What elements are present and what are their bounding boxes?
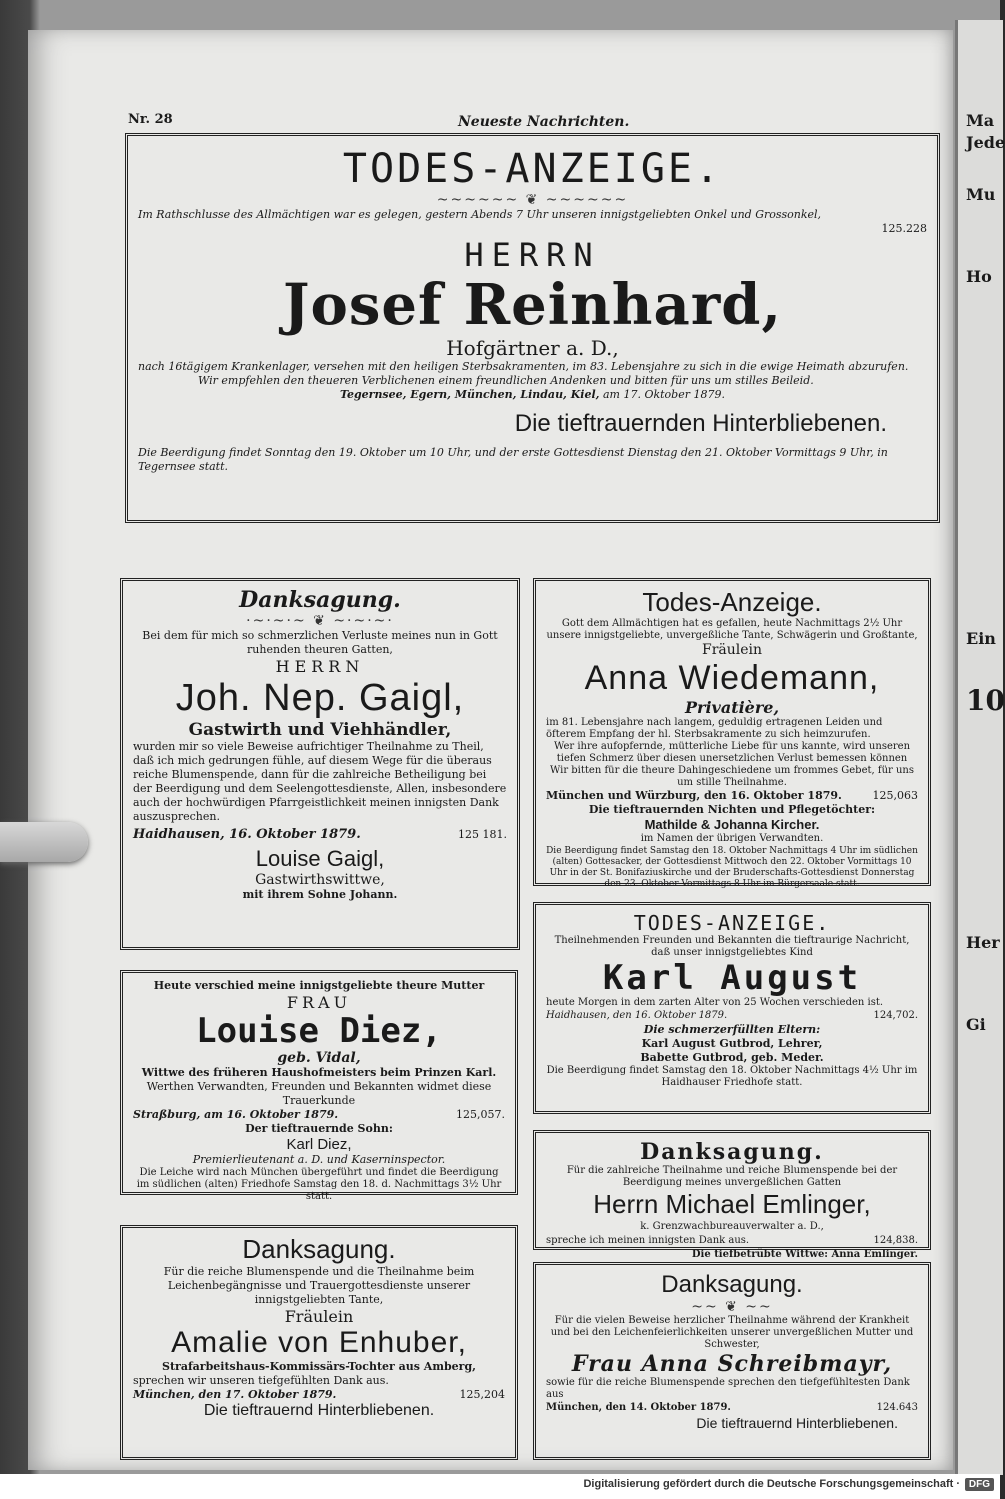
notice-signature: Karl Diez, [286,1136,352,1153]
funeral-info: Die Beerdigung findet Samstag den 18. Oktober Nachmittags 4½ Uhr im Haidhauser Friedhofe statt. [546,1065,918,1088]
adjacent-fragment: Mu [966,185,996,204]
signature-role: Premierlieutenant a. D. und Kaserninspector. [192,1153,446,1166]
notice-text: im 81. Lebensjahre nach langem, geduldig ertragenen Leiden und öfterem Empfang der hl. Sterbsakramente zu sich heimzurufen. [546,717,883,740]
adjacent-fragment: Her [966,933,1000,952]
notice-title: Danksagung. [661,1271,803,1298]
notice-text: Wir empfehlen den theueren Verblichenen einem freundlichen Andenken und bitten für uns um stilles Beileid. [198,374,814,387]
signature-role: Gastwirthswittwe, [255,872,385,888]
page-number: Nr. 28 [128,112,173,127]
notice-signature: Die tieftrauernden Hinterbliebenen. [514,410,887,437]
notice-intro: Im Rathschlusse des Allmächtigen war es gelegen, gestern Abends 7 Uhr unseren innigstgeliebten Onkel und Grossonkel, [138,208,822,221]
notice-text: Gott dem Allmächtigen hat es gefallen, heute Nachmittags 2½ Uhr unsere innigstgeliebte, unvergeßliche Tante, Schwägerin und Großtante, [546,618,918,641]
funding-note: Digitalisierung gefördert durch die Deutsche Forschungsgemeinschaft · [583,1478,960,1490]
signature-label: Die schmerzerfüllten Eltern: [643,1023,821,1036]
reference-number: 125,057. [456,1108,505,1121]
ornament-divider: ~~ ❦ ~~ [691,1299,773,1315]
ornament-divider: ·~·~·~ ❦ ~·~·~· [246,613,394,629]
deceased-title: k. Grenzwachbureauverwalter a. D., [640,1221,824,1232]
deceased-name: Louise Diez, [196,1011,442,1051]
newspaper-title: Neueste Nachrichten. [458,114,630,130]
notice-signature: Babette Gutbrod, geb. Meder. [640,1051,824,1064]
funeral-info: Die Beerdigung findet Samstag den 18. Oktober Nachmittags 4 Uhr im südlichen (alten) Gottesacker, der Gottesdienst Mittwoch den 22. Oktober Vormittags 10 Uhr in der St. Bonifaziuskirche und der Bruderschafts-Gottesdienst Donnerstag den 23. Oktober Vormittags 8 Uhr im Bürgersaale statt. [546,846,918,889]
thanks-notice-enhuber [120,1225,518,1460]
salutation: Fräulein [284,1307,354,1326]
deceased-name: Josef Reinhard, [283,272,782,338]
reference-number: 125 181. [458,828,507,841]
notice-title: Todes-Anzeige. [642,587,822,617]
notice-signature: Louise Gaigl, [255,846,385,871]
notice-date: am 17. Oktober 1879. [602,388,725,401]
notice-signature: Die tieftrauernd Hinterbliebenen. [203,1402,435,1419]
notice-signature: Die tieftrauernd Hinterbliebenen. [696,1415,898,1431]
notice-date: München, den 17. Oktober 1879. [133,1388,337,1401]
deceased-name: Anna Wiedemann, [584,659,880,697]
reference-number: 124.643 [876,1402,918,1413]
notice-text: Bei dem für mich so schmerzlichen Verluste meines nun in Gott ruhenden theuren Gatten, [142,629,498,656]
deceased-title: Privatière, [684,698,780,717]
notice-text: Wir bitten für die theure Dahingeschiedene um frommes Gebet, für uns um stille Theilnahme. [550,765,914,788]
maiden-name: geb. Vidal, [277,1050,361,1066]
deceased-title: Strafarbeitshaus-Kommissärs-Tochter aus Amberg, [162,1360,476,1373]
notice-text: nach 16tägigem Krankenlager, versehen mit den heiligen Sterbsakramenten, im 83. Lebensjahre zu sich in die ewige Heimath abzurufen. [138,360,909,373]
signature-label: Die tieftrauernden Nichten und Pflegetöchter: [588,803,876,816]
adjacent-fragment: Ma [966,111,995,130]
deceased-title: Hofgärtner a. D., [446,336,619,360]
notice-date: Haidhausen, den 16. Oktober 1879. [546,1010,728,1021]
notice-title: TODES-ANZEIGE. [633,911,831,935]
salutation: Fräulein [701,642,763,658]
notice-date: Straßburg, am 16. Oktober 1879. [133,1108,339,1121]
notice-text: Für die vielen Beweise herzlicher Theilnahme während der Krankheit und bei den Leichenfeierlichkeiten unserer unvergeßlichen Mutter und Schwester, [550,1315,914,1350]
notice-title: Danksagung. [239,587,401,613]
thanks-notice-gaigl [120,578,520,950]
notice-signature: Mathilde & Johanna Kircher. [644,817,820,832]
adjacent-fragment: Jede [966,133,1005,152]
reference-number: 125,063 [872,789,918,802]
notice-signature: Karl August Gutbrod, Lehrer, [641,1037,823,1050]
notice-title: Danksagung. [242,1234,396,1264]
notice-text: Wittwe des früheren Haushofmeisters beim Prinzen Karl. [141,1066,497,1079]
reference-number: 124,702. [873,1010,918,1021]
deceased-name: Herrn Michael Emlinger, [593,1189,871,1219]
death-notice-karl-august [533,902,931,1114]
adjacent-fragment: Ho [966,267,992,286]
deceased-title: Gastwirth und Viehhändler, [188,720,452,740]
notice-text: Für die reiche Blumenspende und die Theilnahme beim Leichenbegängnisse und Trauergottesdienste unserer innigstgeliebten Tante, [163,1265,475,1306]
notice-places: Tegernsee, Egern, München, Lindau, Kiel, [340,388,600,401]
notice-text: Theilnehmenden Freunden und Bekannten die tieftraurige Nachricht, daß unser innigstgeliebtes Kind [554,935,910,958]
reference-number: 125.228 [881,222,927,235]
notice-text: wurden mir so viele Beweise aufrichtiger Theilnahme zu Theil, daß ich mich gedrungen fühle, auf diesem Wege für die überaus reiche Blumenspende, dann für die zahlreiche Betheiligung bei der Beerdigung und dem Seelengottesdienste, Allen, insbesondere auch der hochwürdigen Pfarrgeistlichkeit meinen innigsten Dank auszusprechen. [133,740,507,823]
salutation: HERRN [464,236,601,274]
adjacent-fragment: Ein [966,629,996,648]
salutation: FRAU [286,993,352,1012]
notice-text: Für die zahlreiche Theilnahme und reiche Blumenspende bei der Beerdigung meines unvergeßlichen Gatten [566,1165,898,1188]
thanks-notice-emlinger [533,1130,931,1260]
adjacent-fragment: Gi [966,1015,986,1034]
notice-title: TODES-ANZEIGE. [342,146,723,192]
notice-text: spreche ich meinen innigsten Dank aus. [546,1235,750,1246]
notice-date: München, den 14. Oktober 1879. [546,1402,731,1413]
reference-number: 125,204 [459,1388,505,1401]
notice-title: Danksagung. [640,1139,824,1165]
notice-text: Wer ihre aufopfernde, mütterliche Liebe für uns kannte, wird unseren tiefen Schmerz über diesen unersetzlichen Verlust bemessen können [553,741,911,764]
reference-number: 124,838. [873,1235,918,1246]
thanks-notice-schreibmayr [533,1262,931,1460]
notice-date: München und Würzburg, den 16. Oktober 1879. [546,789,842,802]
deceased-name: Joh. Nep. Gaigl, [175,677,465,719]
notice-text: heute Morgen in dem zarten Alter von 25 Wochen verschieden ist. [546,997,884,1008]
notice-date: Haidhausen, 16. Oktober 1879. [133,827,361,842]
death-notice-diez [120,970,518,1202]
dfg-logo-icon: DFG [965,1478,994,1491]
notice-text: sowie für die reiche Blumenspende sprechen den tiefgefühltesten Dank aus [546,1377,910,1400]
deceased-name: Frau Anna Schreibmayr, [571,1351,893,1377]
funeral-info: Die Leiche wird nach München übergeführt und findet die Beerdigung im südlichen (alten) Friedhofe Samstag den 18. d. Nachmittags 3½ Uhr statt. [136,1167,502,1202]
page-clip [0,822,88,862]
death-notice-wiedemann [533,578,931,889]
signature-note: im Namen der übrigen Verwandten. [640,833,824,844]
notice-text: Werthen Verwandten, Freunden und Bekannten widmet diese Trauerkunde [146,1080,492,1107]
funeral-info: Die Beerdigung findet Sonntag den 19. Oktober um 10 Uhr, und der erste Gottesdienst Dienstag den 21. Oktober Vormittags 9 Uhr, in Tegernsee statt. [138,446,888,473]
notice-signature: Die tiefbetrübte Wittwe: Anna Emlinger. [691,1249,918,1260]
ornament-divider: ~~~~~~ ❦ ~~~~~~ [436,192,629,208]
signature-label: Der tieftrauernde Sohn: [245,1122,393,1135]
deceased-name: Amalie von Enhuber, [171,1326,467,1359]
notice-text: sprechen wir unseren tiefgefühlten Dank aus. [133,1374,389,1387]
death-notice-reinhard [125,133,940,523]
salutation: HERRN [275,657,365,676]
notice-intro: Heute verschied meine innigstgeliebte theure Mutter [153,979,485,992]
deceased-name: Karl August [602,958,862,998]
signature-note: mit ihrem Sohne Johann. [242,888,398,901]
adjacent-page-edge [955,20,1003,1475]
adjacent-fragment: 10 [966,684,1005,717]
